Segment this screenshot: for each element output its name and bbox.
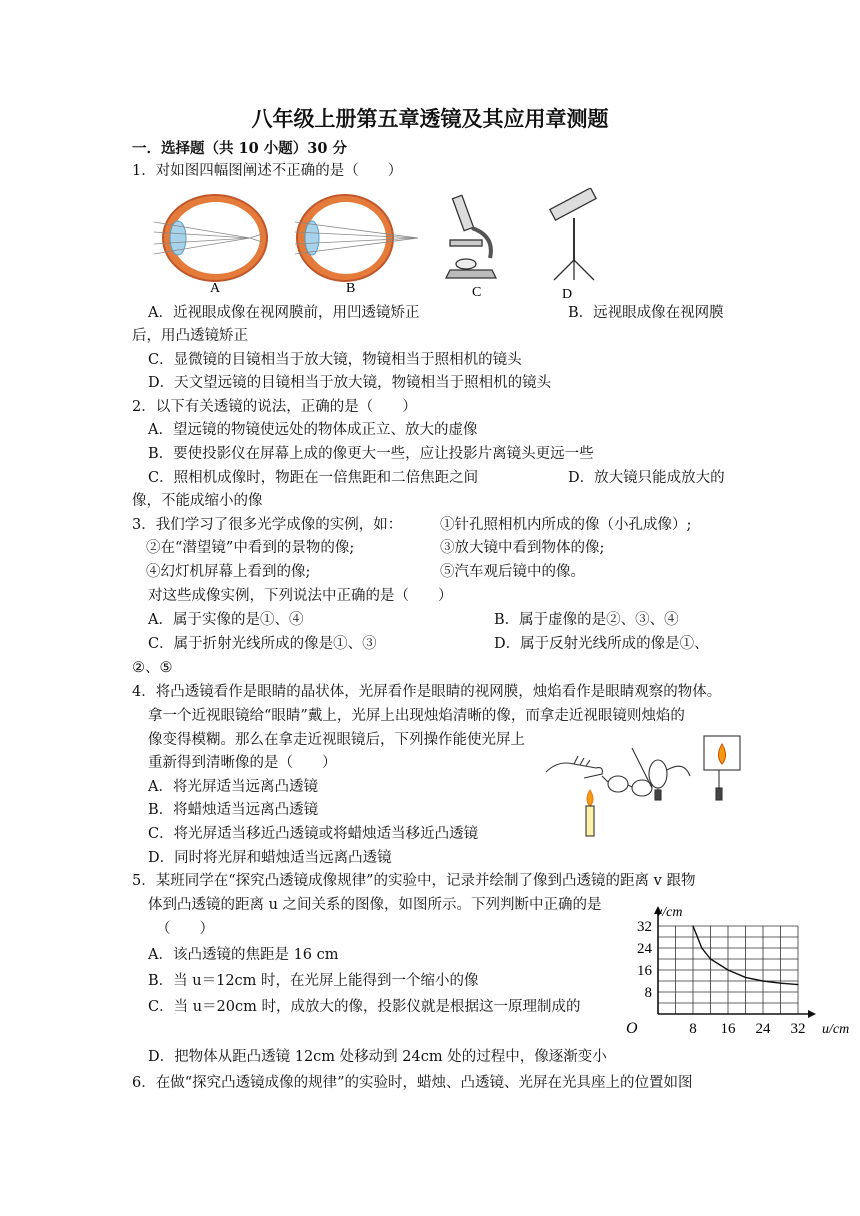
q3-item-1: ①针孔照相机内所成的像（小孔成像）; xyxy=(440,517,692,533)
q2-option-d: D．放大镜只能成放大的 xyxy=(568,470,725,486)
data-point xyxy=(727,969,728,970)
y-tick-label: 16 xyxy=(637,963,652,979)
q5-option-d: D．把物体从距凸透镜 12cm 处移动到 24cm 处的过程中，像逐渐变小 xyxy=(148,1049,607,1065)
x-tick-label: 8 xyxy=(689,1021,697,1037)
q4-option-c: C．将光屏适当移近凸透镜或将蜡烛适当移近凸透镜 xyxy=(148,826,479,842)
q3-item-5: ⑤汽车观后镜中的像。 xyxy=(440,564,585,580)
convex-lens-drawing xyxy=(649,760,690,800)
question-5-line-3: （ ） xyxy=(156,921,214,937)
telescope-diagram xyxy=(550,188,596,280)
q4-option-b: B．将蜡烛适当远离凸透镜 xyxy=(148,802,319,818)
data-point xyxy=(692,925,693,926)
question-4-line-3: 像变得模糊。那么在拿走近视眼镜后，下列操作能使光屏上 xyxy=(148,732,525,748)
q3-option-d: D．属于反射光线所成的像是①、 xyxy=(494,636,709,652)
hand-with-glasses-drawing xyxy=(546,748,652,796)
q5-option-c: C．当 u＝20cm 时，成放大的像，投影仪就是根据这一原理制成的 xyxy=(148,999,581,1015)
question-1-figure xyxy=(150,188,620,300)
q2-option-a: A．望远镜的物镜使远处的物体成正立、放大的虚像 xyxy=(148,422,478,438)
q1-option-c: C．显微镜的目镜相当于放大镜，物镜相当于照相机的镜头 xyxy=(148,352,522,368)
data-point xyxy=(710,958,711,959)
y-axis-label: v/cm xyxy=(656,905,683,920)
question-5-chart xyxy=(612,900,858,1040)
data-point xyxy=(701,947,702,948)
question-5-line-1: 5．某班同学在“探究凸透镜成像规律”的实验中，记录并绘制了像到凸透镜的距离 v 跟物 xyxy=(132,873,696,889)
x-axis-label: u/cm xyxy=(822,1022,850,1037)
x-tick-label: 16 xyxy=(720,1021,736,1037)
question-5-line-2: 体到凸透镜的距离 u 之间关系的图像，如图所示。下列判断中正确的是 xyxy=(148,897,602,913)
y-tick-label: 24 xyxy=(637,941,652,957)
q3-option-a: A．属于实像的是①、④ xyxy=(148,612,304,628)
page-title: 八年级上册第五章透镜及其应用章测题 xyxy=(251,106,609,131)
q4-option-d: D．同时将光屏和蜡烛适当远离凸透镜 xyxy=(148,850,392,866)
origin-label: O xyxy=(626,1020,638,1037)
q5-option-b: B．当 u＝12cm 时，在光屏上能得到一个缩小的像 xyxy=(148,973,479,989)
microscope-diagram xyxy=(446,195,496,278)
q1-option-d: D．天文望远镜的目镜相当于放大镜，物镜相当于照相机的镜头 xyxy=(148,375,552,391)
fig-label-d: D xyxy=(562,287,573,300)
question-4-figure xyxy=(544,730,748,840)
q3-ask: 对这些成像实例，下列说法中正确的是（ ） xyxy=(148,588,453,604)
question-3-stem: 3．我们学习了很多光学成像的实例，如： xyxy=(132,517,403,533)
q1-option-a: A．近视眼成像在视网膜前，用凹透镜矫正 xyxy=(148,305,420,321)
q3-item-3: ③放大镜中看到物体的像; xyxy=(440,540,605,556)
q2-option-c: C．照相机成像时，物距在一倍焦距和二倍焦距之间 xyxy=(148,470,479,486)
data-point xyxy=(780,983,781,984)
q1-option-b-cont: 后，用凸透镜矫正 xyxy=(132,328,248,344)
myopic-eye-diagram xyxy=(154,195,267,281)
q3-option-d-cont: ②、⑤ xyxy=(132,660,173,676)
fig-label-a: A xyxy=(210,281,221,296)
y-tick-label: 32 xyxy=(637,919,652,935)
light-screen-drawing xyxy=(704,736,740,800)
data-point xyxy=(762,980,763,981)
q2-option-d-cont: 像，不能成缩小的像 xyxy=(132,493,263,509)
q3-item-2: ②在“潜望镜”中看到的景物的像; xyxy=(146,540,355,556)
question-6-line-1: 6．在做“探究凸透镜成像的规律”的实验时，蜡烛、凸透镜、光屏在光具座上的位置如图 xyxy=(132,1075,693,1091)
data-point xyxy=(797,984,798,985)
hyperopic-eye-diagram xyxy=(295,195,418,281)
q2-option-b: B．要使投影仪在屏幕上成的像更大一些，应让投影片离镜头更远一些 xyxy=(148,446,594,462)
question-4-line-4: 重新得到清晰像的是（ ） xyxy=(148,755,337,771)
q3-option-b: B．属于虚像的是②、③、④ xyxy=(494,612,679,628)
q5-option-a: A．该凸透镜的焦距是 16 cm xyxy=(148,947,339,963)
q3-item-4: ④幻灯机屏幕上看到的像; xyxy=(146,564,311,580)
fig-label-b: B xyxy=(346,281,356,296)
q3-option-c: C．属于折射光线所成的像是①、③ xyxy=(148,636,377,652)
question-1-stem: 1．对如图四幅图阐述不正确的是（ ） xyxy=(132,163,403,179)
x-tick-label: 24 xyxy=(755,1021,771,1037)
y-tick-label: 8 xyxy=(644,985,652,1001)
x-tick-label: 32 xyxy=(790,1021,806,1037)
section-heading: 一．选择题（共 10 小题）30 分 xyxy=(132,140,347,157)
question-4-line-2: 拿一个近视眼镜给“眼睛”戴上，光屏上出现烛焰清晰的像，而拿走近视眼镜则烛焰的 xyxy=(148,708,685,724)
question-4-line-1: 4．将凸透镜看作是眼睛的晶状体，光屏看作是眼睛的视网膜，烛焰看作是眼睛观察的物体。 xyxy=(132,684,722,700)
fig-label-c: C xyxy=(472,285,482,300)
data-point xyxy=(745,977,746,978)
q4-option-a: A．将光屏适当远离凸透镜 xyxy=(148,779,318,795)
q1-option-b: B．远视眼成像在视网膜 xyxy=(568,305,724,321)
question-2-stem: 2．以下有关透镜的说法，正确的是（ ） xyxy=(132,399,417,415)
candle-drawing xyxy=(586,790,594,836)
x-axis-arrow xyxy=(808,1010,816,1018)
